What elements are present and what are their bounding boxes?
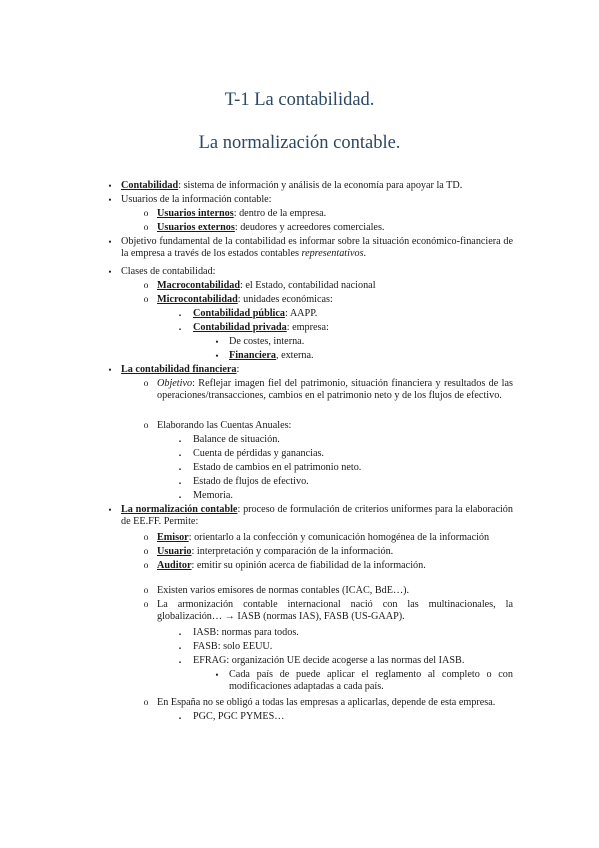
item-text: Balance de situación.	[193, 434, 280, 445]
circle-marker: o	[143, 379, 149, 389]
square-marker: ▪	[178, 481, 182, 487]
item-text: : empresa:	[286, 322, 329, 333]
circle-marker: o	[143, 209, 149, 219]
term-usuarios-externos: Usuarios externos	[157, 222, 235, 233]
item-text: En España no se obligó a todas las empresas a aplicarlas, depende de esta empresa.	[157, 697, 496, 708]
item-text: De costes, interna.	[229, 336, 305, 347]
term-usuarios-internos: Usuarios internos	[157, 208, 234, 219]
item-text: Cada país de puede aplicar el reglamento al completo o con modificaciones adaptadas a cada país.	[229, 669, 513, 692]
item-text: : interpretación y comparación de la información.	[191, 546, 394, 557]
circle-marker: o	[143, 223, 149, 233]
term-financiera: Financiera	[229, 350, 276, 361]
square-marker: ▪	[178, 313, 182, 319]
square-marker: ▪	[178, 467, 182, 473]
square-marker: ▪	[178, 453, 182, 459]
circle-marker: o	[143, 561, 149, 571]
item-text: : sistema de información y análisis de la economía para apoyar la TD.	[178, 180, 463, 191]
item-text: Estado de flujos de efectivo.	[193, 476, 309, 487]
term-macrocontabilidad: Macrocontabilidad	[157, 280, 241, 291]
item-text: Existen varios emisores de normas contables (ICAC, BdE…).	[157, 585, 410, 596]
circle-marker: o	[143, 281, 149, 291]
item-text: Memoria.	[193, 490, 233, 501]
item-text: : el Estado, contabilidad nacional	[240, 280, 376, 291]
circle-marker: o	[143, 586, 149, 596]
term-normalizacion-contable: La normalización contable	[121, 504, 238, 515]
square-marker: ▪	[178, 632, 182, 638]
item-text: Estado de cambios en el patrimonio neto.	[193, 462, 362, 473]
circle-marker: o	[143, 547, 149, 557]
item-text: Clases de contabilidad:	[121, 266, 216, 277]
term-usuario: Usuario	[157, 546, 192, 557]
bullet-marker: •	[108, 267, 112, 277]
circle-marker: o	[143, 600, 149, 610]
item-text: Usuarios de la información contable:	[121, 194, 272, 205]
item-emphasis: Objetivo	[157, 378, 193, 389]
item-text: : unidades económicas:	[237, 294, 333, 305]
item-text: : AAPP.	[285, 308, 318, 319]
bullet-marker: •	[215, 351, 219, 361]
item-text: Objetivo fundamental de la contabilidad es informar sobre la situación económico-financiera de la empresa a través de los estados contables	[121, 236, 513, 259]
document-subtitle: La normalización contable.	[198, 133, 401, 153]
square-marker: ▪	[178, 495, 182, 501]
bullet-marker: •	[215, 670, 219, 680]
term-contabilidad-privada: Contabilidad privada	[193, 322, 287, 333]
item-text: Cuenta de pérdidas y ganancias.	[193, 448, 324, 459]
term-microcontabilidad: Microcontabilidad	[157, 294, 238, 305]
term-contabilidad: Contabilidad	[121, 180, 179, 191]
bullet-marker: •	[108, 237, 112, 247]
item-text: IASB: normas para todos.	[193, 627, 299, 638]
circle-marker: o	[143, 698, 149, 708]
term-contabilidad-publica: Contabilidad pública	[193, 308, 286, 319]
item-text: :	[236, 364, 240, 375]
circle-marker: o	[143, 295, 149, 305]
term-emisor: Emisor	[157, 532, 189, 543]
item-text: : orientarlo a la confección y comunicación homogénea de la información	[188, 532, 490, 543]
item-text: : emitir su opinión acerca de fiabilidad de la información.	[191, 560, 426, 571]
circle-marker: o	[143, 421, 149, 431]
circle-marker: o	[143, 533, 149, 543]
bullet-marker: •	[215, 337, 219, 347]
term-contabilidad-financiera: La contabilidad financiera	[121, 364, 237, 375]
item-text: .	[363, 248, 367, 259]
bullet-marker: •	[108, 505, 112, 515]
item-text: La armonización contable internacional nació con las multinacionales, la globalización… → IASB (normas IAS), FASB (US-GAAP).	[157, 599, 513, 622]
square-marker: ▪	[178, 660, 182, 666]
item-text: : Reflejar imagen fiel del patrimonio, situación financiera y resultados de las operaciones/transacciones, cambios en el patrimonio neto y de los flujos de efectivo.	[157, 378, 513, 401]
document-title: T-1 La contabilidad.	[224, 90, 375, 110]
term-auditor: Auditor	[157, 560, 192, 571]
square-marker: ▪	[178, 327, 182, 333]
item-text: EFRAG: organización UE decide acogerse a las normas del IASB.	[193, 655, 465, 666]
item-text: FASB: solo EEUU.	[193, 641, 273, 652]
square-marker: ▪	[178, 716, 182, 722]
bullet-marker: •	[108, 181, 112, 191]
item-text: PGC, PGC PYMES…	[193, 711, 285, 722]
square-marker: ▪	[178, 646, 182, 652]
bullet-marker: •	[108, 365, 112, 375]
item-text: : proceso de formulación de criterios uniformes para la elaboración de EE.FF. Permite:	[121, 504, 513, 527]
item-text: : deudores y acreedores comerciales.	[234, 222, 385, 233]
square-marker: ▪	[178, 439, 182, 445]
item-emphasis: representativos	[301, 248, 364, 259]
item-text: Elaborando las Cuentas Anuales:	[157, 420, 292, 431]
item-text: : dentro de la empresa.	[233, 208, 327, 219]
item-text: , externa.	[275, 350, 314, 361]
bullet-marker: •	[108, 195, 112, 205]
